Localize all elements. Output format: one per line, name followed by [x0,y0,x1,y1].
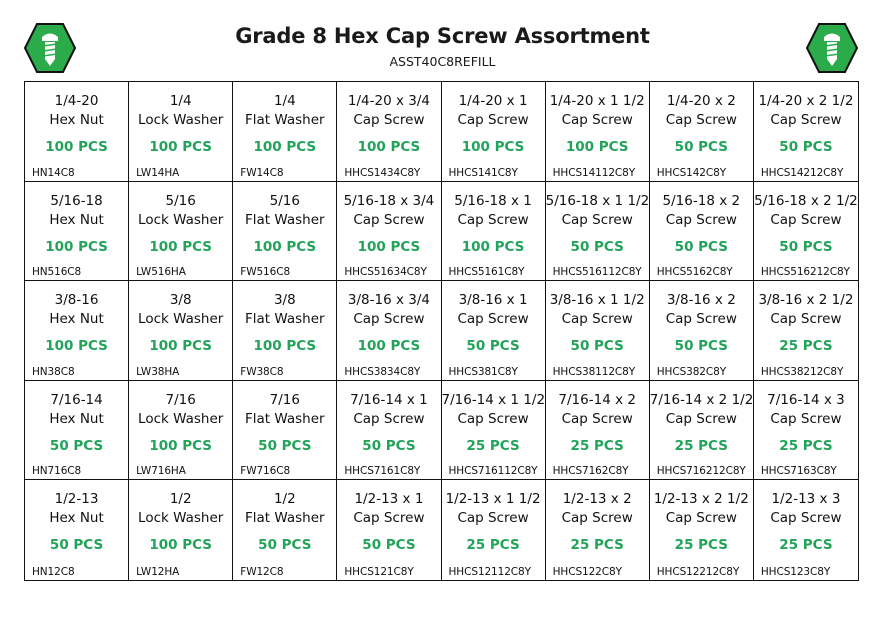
bin-part-number: HHCS716112C8Y [448,465,538,478]
assortment-grid [24,81,859,581]
page-title: Grade 8 Hex Cap Screw Assortment [235,24,650,48]
bin-type: Cap Screw [353,311,425,328]
bin-part-number: HHCS12212C8Y [656,565,740,578]
bin-part-number: HN516C8 [32,266,82,279]
bin-cell [546,182,650,282]
bin-part-number: HN38C8 [32,365,75,378]
bin-size: 3/8-16 x 3/4 [347,292,430,309]
bin-cell [442,480,546,580]
bin-quantity: 50 PCS [258,537,312,554]
bin-quantity: 50 PCS [674,338,728,355]
bin-cell [442,82,546,182]
bin-size: 7/16-14 x 3 [767,391,845,408]
bin-part-number: HHCS14112C8Y [552,166,636,179]
bin-part-number: HN12C8 [32,565,75,578]
bin-quantity: 100 PCS [253,338,317,355]
bin-quantity: 50 PCS [674,139,728,155]
bin-type: Cap Screw [665,211,737,228]
bin-part-number: HHCS121C8Y [344,565,414,578]
bin-quantity: 50 PCS [49,537,104,554]
bin-type: Lock Washer [138,410,224,427]
bin-type: Cap Screw [770,311,842,328]
bin-cell [25,281,129,381]
bin-cell [233,82,337,182]
bin-cell [650,480,754,580]
bin-quantity: 50 PCS [49,437,104,454]
bin-part-number: HHCS12112C8Y [448,565,531,578]
bin-quantity: 50 PCS [362,537,416,554]
bin-quantity: 100 PCS [45,338,108,355]
bin-quantity: 100 PCS [149,238,213,255]
bin-quantity: 100 PCS [461,139,525,155]
bin-size: 5/16-18 x 1 [454,192,532,209]
bin-part-number: HHCS516112C8Y [552,266,642,279]
bin-type: Cap Screw [353,112,425,128]
bin-part-number: LW516HA [136,266,186,279]
bin-type: Lock Washer [138,112,224,128]
bin-type: Cap Screw [665,112,737,128]
bin-size: 7/16-14 x 1 1/2 [441,391,546,408]
bin-quantity: 100 PCS [357,139,421,155]
bin-size: 3/8-16 [54,292,99,309]
bin-type: Cap Screw [457,112,529,128]
bin-size: 1/2-13 [54,491,99,508]
bin-type: Hex Nut [49,112,104,128]
bin-type: Cap Screw [561,510,633,527]
bin-size: 7/16-14 [50,391,103,408]
bin-type: Cap Screw [770,211,842,228]
bin-quantity: 100 PCS [253,139,317,155]
bin-part-number: HHCS7163C8Y [760,465,837,478]
bin-part-number: FW516C8 [240,266,291,279]
bin-part-number: HHCS14212C8Y [760,166,844,179]
bin-size: 3/8 [273,292,296,309]
bin-cell [25,82,129,182]
bin-part-number: LW716HA [136,465,186,478]
bin-part-number: HN14C8 [32,166,75,179]
bin-part-number: HHCS7161C8Y [344,465,421,478]
bin-type: Flat Washer [245,510,325,527]
bin-quantity: 100 PCS [149,139,213,155]
bin-cell [129,480,233,580]
bin-type: Flat Washer [245,112,325,128]
bin-cell [442,182,546,282]
bin-cell [442,281,546,381]
bin-type: Cap Screw [353,410,425,427]
bin-quantity: 25 PCS [570,537,624,554]
bin-size: 5/16 [165,192,196,209]
bin-quantity: 25 PCS [779,437,833,454]
bin-part-number: FW716C8 [240,465,291,478]
bin-quantity: 25 PCS [466,437,520,454]
bin-size: 1/2-13 x 2 1/2 [653,491,749,508]
bin-cell [546,381,650,481]
bin-part-number: HHCS38112C8Y [552,365,636,378]
bin-quantity: 50 PCS [779,139,833,155]
bin-cell [546,480,650,580]
bin-cell [129,281,233,381]
bin-quantity: 100 PCS [565,139,629,155]
bin-cell [25,381,129,481]
bin-part-number: HHCS516212C8Y [760,266,850,279]
bin-type: Flat Washer [245,311,325,328]
bin-size: 1/2 [169,491,192,508]
bin-cell [129,82,233,182]
bin-quantity: 25 PCS [674,437,728,454]
bin-cell [233,281,337,381]
bin-size: 7/16-14 x 1 [350,391,428,408]
bin-part-number: LW38HA [136,365,180,378]
bin-cell [754,82,858,182]
bin-type: Cap Screw [353,510,425,527]
bin-type: Cap Screw [457,510,529,527]
bin-part-number: HHCS122C8Y [552,565,622,578]
bin-cell [650,82,754,182]
assortment-code: ASST40C8REFILL [389,54,496,69]
bin-part-number: HHCS1434C8Y [344,166,421,179]
bin-size: 5/16 [269,192,300,209]
bin-cell [754,281,858,381]
bin-cell [650,281,754,381]
bin-cell [650,182,754,282]
bin-cell [650,381,754,481]
bin-size: 1/2 [273,491,296,508]
bin-type: Lock Washer [138,311,224,328]
bin-type: Cap Screw [353,211,425,228]
bin-part-number: HHCS7162C8Y [552,465,629,478]
bin-size: 1/4 [273,93,296,109]
bin-type: Lock Washer [138,211,224,228]
bin-part-number: HHCS382C8Y [656,365,727,378]
bin-part-number: HHCS716212C8Y [656,465,746,478]
bin-quantity: 100 PCS [357,238,421,255]
bin-quantity: 25 PCS [779,338,833,355]
bin-quantity: 100 PCS [45,238,108,255]
bin-size: 7/16-14 x 2 1/2 [649,391,754,408]
bin-type: Cap Screw [457,211,529,228]
bin-part-number: HHCS141C8Y [448,166,518,179]
bin-type: Lock Washer [138,510,224,527]
bin-size: 1/2-13 x 1 1/2 [445,491,541,508]
bin-cell [546,82,650,182]
bin-type: Hex Nut [49,510,104,527]
bin-quantity: 25 PCS [779,537,833,554]
bin-quantity: 25 PCS [570,437,624,454]
bin-size: 5/16-18 x 2 1/2 [754,192,858,209]
hex-screw-icon [806,22,858,74]
bin-cell [233,182,337,282]
bin-type: Cap Screw [770,112,842,128]
bin-size: 5/16-18 [50,192,103,209]
bin-part-number: HHCS3834C8Y [344,365,421,378]
bin-quantity: 50 PCS [258,437,312,454]
bin-cell [25,480,129,580]
bin-part-number: HN716C8 [32,465,82,478]
bin-type: Hex Nut [49,311,104,328]
bin-quantity: 100 PCS [149,437,213,454]
bin-part-number: HHCS51634C8Y [344,266,427,279]
bin-part-number: LW12HA [136,565,180,578]
bin-part-number: FW14C8 [240,166,284,179]
bin-type: Cap Screw [457,311,529,328]
bin-quantity: 50 PCS [570,338,624,355]
bin-size: 1/4-20 x 3/4 [347,93,430,109]
bin-size: 5/16-18 x 3/4 [343,192,435,209]
bin-quantity: 100 PCS [149,338,213,355]
bin-part-number: HHCS142C8Y [656,166,727,179]
bin-size: 5/16-18 x 2 [662,192,741,209]
bin-size: 1/2-13 x 1 [354,491,424,508]
bin-quantity: 50 PCS [779,238,833,255]
bin-quantity: 100 PCS [253,238,317,255]
bin-cell [754,480,858,580]
bin-quantity: 50 PCS [362,437,416,454]
bin-quantity: 50 PCS [570,238,624,255]
bin-cell [337,480,441,580]
bin-part-number: HHCS381C8Y [448,365,518,378]
bin-size: 7/16-14 x 2 [558,391,636,408]
bin-size: 1/4-20 x 2 1/2 [758,93,854,109]
bin-quantity: 25 PCS [674,537,728,554]
bin-part-number: HHCS5162C8Y [656,266,733,279]
bin-quantity: 100 PCS [149,537,213,554]
bin-part-number: FW38C8 [240,365,284,378]
bin-size: 1/4-20 x 1 [458,93,528,109]
bin-type: Flat Washer [245,410,325,427]
bin-size: 1/4 [169,93,192,109]
bin-type: Cap Screw [665,410,737,427]
bin-size: 3/8 [169,292,192,309]
bin-cell [754,182,858,282]
bin-part-number: LW14HA [136,166,180,179]
bin-type: Cap Screw [561,311,633,328]
bin-quantity: 100 PCS [357,338,421,355]
bin-size: 7/16 [165,391,196,408]
bin-quantity: 100 PCS [45,139,108,155]
bin-size: 3/8-16 x 1 [458,292,528,309]
bin-cell [546,281,650,381]
bin-cell [754,381,858,481]
bin-part-number: HHCS5161C8Y [448,266,525,279]
bin-cell [233,381,337,481]
bin-size: 1/2-13 x 3 [771,491,841,508]
bin-size: 3/8-16 x 1 1/2 [549,292,645,309]
bin-size: 3/8-16 x 2 [666,292,736,309]
bin-part-number: HHCS123C8Y [760,565,831,578]
bin-quantity: 100 PCS [461,238,525,255]
bin-size: 1/4-20 x 1 1/2 [549,93,645,109]
bin-size: 5/16-18 x 1 1/2 [545,192,650,209]
bin-cell [129,381,233,481]
bin-cell [129,182,233,282]
bin-type: Cap Screw [561,410,633,427]
bin-part-number: FW12C8 [240,565,284,578]
bin-quantity: 25 PCS [466,537,520,554]
bin-quantity: 50 PCS [674,238,728,255]
bin-size: 3/8-16 x 2 1/2 [758,292,854,309]
bin-type: Hex Nut [49,410,104,427]
bin-size: 1/4-20 x 2 [666,93,736,109]
bin-size: 7/16 [269,391,300,408]
bin-type: Cap Screw [457,410,529,427]
bin-type: Cap Screw [665,311,737,328]
bin-cell [442,381,546,481]
bin-type: Cap Screw [770,510,842,527]
bin-quantity: 50 PCS [466,338,520,355]
bin-size: 1/4-20 [54,93,99,109]
bin-cell [337,82,441,182]
bin-cell [337,381,441,481]
page-header [0,0,885,80]
bin-cell [233,480,337,580]
bin-cell [25,182,129,282]
bin-type: Cap Screw [561,112,633,128]
bin-type: Cap Screw [770,410,842,427]
bin-cell [337,281,441,381]
bin-size: 1/2-13 x 2 [562,491,632,508]
bin-type: Hex Nut [49,211,104,228]
bin-type: Cap Screw [665,510,737,527]
bin-cell [337,182,441,282]
bin-type: Cap Screw [561,211,633,228]
bin-type: Flat Washer [245,211,325,228]
bin-part-number: HHCS38212C8Y [760,365,844,378]
